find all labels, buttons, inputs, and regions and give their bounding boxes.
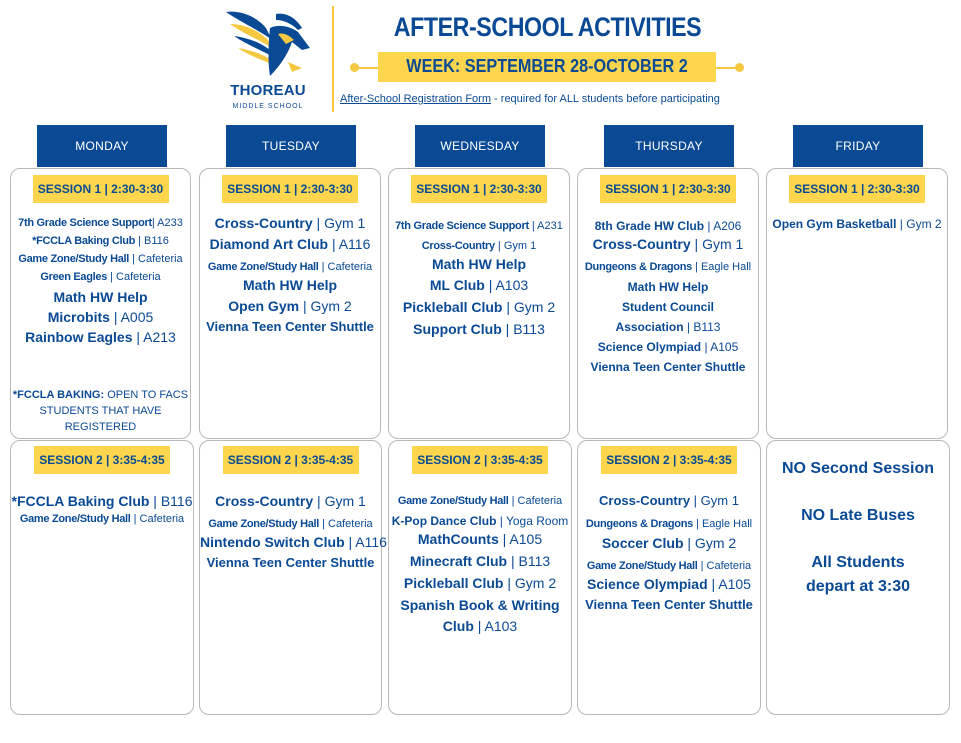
week-label: WEEK: SEPTEMBER 28-OCTOBER 2 — [406, 56, 688, 76]
depart-time-line: depart at 3:30 — [805, 578, 911, 595]
activity-item: Dungeons & Dragons | Eagle Hall — [585, 518, 753, 530]
session2-badge: SESSION 2 | 3:35-4:35 — [223, 446, 359, 474]
activity-item: Vienna Teen Center Shuttle — [206, 319, 374, 334]
activity-item: Open Gym | Gym 2 — [228, 298, 352, 314]
monday-session2-cell — [10, 440, 194, 715]
activity-item: Diamond Art Club | A116 — [209, 236, 371, 252]
activity-item: Cross-Country | Gym 1 — [599, 493, 739, 508]
session2-badge: SESSION 2 | 3:35-4:35 — [412, 446, 548, 474]
activity-item: Vienna Teen Center Shuttle — [590, 360, 746, 374]
activity-item: Association | B113 — [615, 320, 721, 334]
activity-item: Spanish Book & Writing — [400, 597, 560, 613]
fccla-note: *FCCLA BAKING: OPEN TO FACS STUDENTS THAT HAVE REGISTERED — [12, 389, 189, 433]
activity-list — [578, 216, 758, 377]
thursday-session1-cell — [577, 168, 759, 439]
page-title: AFTER-SCHOOL ACTIVITIES — [393, 12, 702, 42]
session1-badge: SESSION 1 | 2:30-3:30 — [411, 175, 547, 203]
wednesday-session1-cell — [388, 168, 570, 439]
activity-item: Club | A103 — [442, 618, 518, 634]
activity-item: K-Pop Dance Club | Yoga Room — [391, 514, 569, 528]
activity-list — [767, 217, 947, 237]
activity-item: Green Eagles | Cafeteria — [40, 271, 161, 283]
no-second-session: NO Second Session — [781, 460, 935, 477]
no-late-buses: NO Late Buses — [801, 507, 915, 524]
wednesday-session2-cell — [388, 440, 572, 715]
activity-list — [389, 216, 569, 343]
activity-item: Math HW Help — [53, 289, 148, 305]
activity-item: Math HW Help — [431, 256, 527, 272]
activity-item: Support Club | B113 — [413, 321, 545, 337]
registration-note: - required for ALL students before participating — [491, 93, 720, 105]
registration-line — [340, 93, 750, 105]
day-header-thursday: THURSDAY — [604, 125, 734, 167]
banner-dot — [735, 63, 744, 72]
activity-item: Student Council — [622, 300, 714, 314]
activity-item: Science Olympiad | A105 — [587, 576, 751, 592]
activity-item: Cross-Country | Gym 1 — [592, 236, 744, 252]
session2-badge: SESSION 2 | 3:35-4:35 — [34, 446, 170, 474]
all-students-line: All Students — [811, 554, 905, 571]
activity-list — [578, 493, 760, 618]
activity-item: *FCCLA Baking Club | B116 — [32, 235, 169, 247]
activity-item: Vienna Teen Center Shuttle — [206, 555, 375, 570]
activity-item: Science Olympiad | A105 — [597, 340, 739, 354]
activity-item: Game Zone/Study Hall | Cafeteria — [19, 513, 185, 525]
activity-item: *FCCLA Baking Club | B116 — [11, 493, 193, 509]
session1-badge: SESSION 1 | 2:30-3:30 — [600, 175, 736, 203]
friday-session1-cell — [766, 168, 948, 439]
activity-item: Math HW Help — [242, 277, 338, 293]
activity-item: Pickleball Club | Gym 2 — [403, 575, 557, 591]
activity-list — [200, 493, 387, 576]
activity-list — [200, 215, 380, 340]
activity-list — [11, 217, 190, 349]
day-header-wednesday: WEDNESDAY — [415, 125, 545, 167]
activity-item: MathCounts | A105 — [417, 531, 543, 547]
activity-item: 7th Grade Science Support | A231 — [395, 220, 563, 232]
school-subtitle: MIDDLE SCHOOL — [232, 103, 304, 110]
friday-session2-cell — [766, 440, 950, 715]
activity-item: 8th Grade HW Club | A206 — [594, 219, 742, 233]
school-name: THOREAU — [230, 82, 306, 99]
activity-list — [389, 491, 571, 639]
activity-item: Rainbow Eagles | A213 — [25, 329, 176, 345]
activity-item: Microbits | A005 — [47, 309, 154, 325]
monday-session1-cell — [10, 168, 191, 439]
day-header-tuesday: TUESDAY — [226, 125, 356, 167]
eagle-icon — [222, 6, 316, 82]
thursday-session2-cell — [577, 440, 761, 715]
activity-item: Soccer Club | Gym 2 — [601, 535, 737, 551]
activity-item: Dungeons & Dragons | Eagle Hall — [584, 261, 752, 273]
activity-item: Game Zone/Study Hall | Cafeteria — [18, 253, 183, 265]
day-header-friday: FRIDAY — [793, 125, 923, 167]
session1-badge: SESSION 1 | 2:30-3:30 — [33, 175, 169, 203]
activity-item: Game Zone/Study Hall | Cafeteria — [586, 560, 752, 572]
activity-item: Cross-Country | Gym 1 — [421, 240, 537, 252]
activity-item: 7th Grade Science Support| A233 — [18, 217, 183, 229]
activity-item: Nintendo Switch Club | A116 — [200, 534, 387, 550]
registration-form-link[interactable]: After-School Registration Form — [340, 93, 491, 105]
session1-badge: SESSION 1 | 2:30-3:30 — [222, 175, 358, 203]
tuesday-session2-cell — [199, 440, 387, 715]
activity-item: Cross-Country | Gym 1 — [214, 215, 366, 231]
activity-item: Game Zone/Study Hall | Cafeteria — [397, 495, 563, 507]
activity-item: Minecraft Club | B113 — [409, 553, 551, 569]
activity-item: Cross-Country | Gym 1 — [215, 493, 366, 509]
activity-item: Pickleball Club | Gym 2 — [402, 299, 556, 315]
activity-item: Game Zone/Study Hall | Cafeteria — [207, 261, 373, 273]
header-divider — [332, 6, 334, 112]
session1-badge: SESSION 1 | 2:30-3:30 — [789, 175, 925, 203]
activity-item: Math HW Help — [627, 280, 709, 294]
activity-item: Open Gym Basketball | Gym 2 — [772, 217, 942, 231]
banner-dot — [350, 63, 359, 72]
activity-item: ML Club | A103 — [429, 277, 529, 293]
activity-item: Game Zone/Study Hall | Cafeteria — [208, 518, 373, 530]
activity-list — [11, 493, 193, 531]
week-banner — [352, 50, 742, 84]
activity-item: Vienna Teen Center Shuttle — [585, 597, 753, 612]
school-logo — [218, 6, 318, 110]
tuesday-session1-cell — [199, 168, 381, 439]
day-header-monday: MONDAY — [37, 125, 167, 167]
session2-badge: SESSION 2 | 3:35-4:35 — [601, 446, 737, 474]
